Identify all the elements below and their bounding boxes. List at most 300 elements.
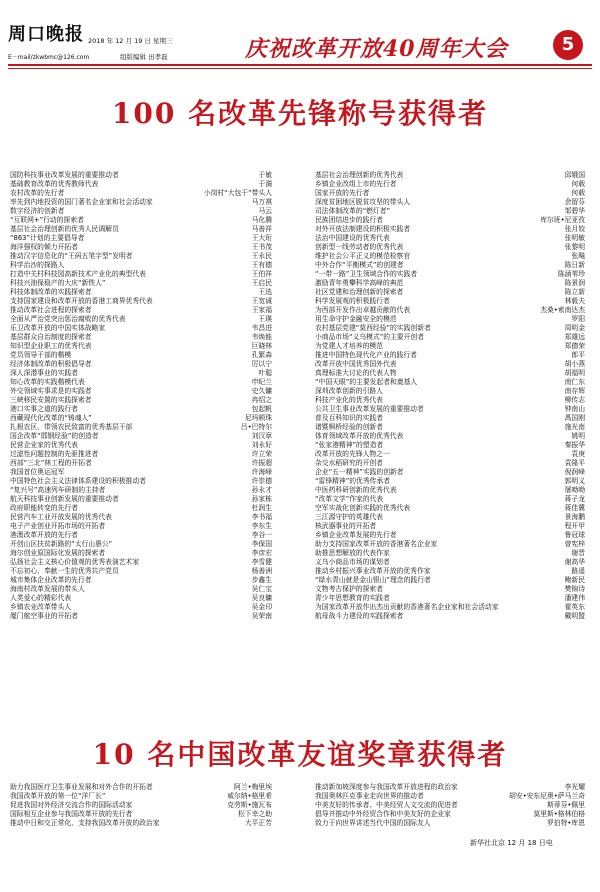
honoree-description: 公共卫生事业改革发展的重要推动者 bbox=[315, 405, 424, 413]
honoree-name: 张黎明 bbox=[564, 243, 585, 251]
honoree-description: 中美友好的传承者、中美经贸人文交流的促进者 bbox=[315, 801, 458, 809]
honoree-description: 农村基层党建“莫西经验”的实践创新者 bbox=[315, 324, 431, 332]
honoree-name: 姚明 bbox=[571, 432, 585, 440]
honoree-row bbox=[315, 549, 585, 558]
honoree-row bbox=[315, 351, 585, 360]
honoree-description: “绿水青山就是金山银山”理念的践行者 bbox=[315, 576, 431, 584]
honoree-row bbox=[10, 513, 272, 522]
honoree-description: 普及百科知识的实践者 bbox=[315, 414, 383, 422]
honoree-row bbox=[315, 432, 585, 441]
honoree-description: 深度贫困地区脱贫攻坚的带头人 bbox=[315, 198, 411, 206]
honoree-name: 谢晋 bbox=[571, 549, 585, 557]
honoree-row bbox=[315, 288, 585, 297]
honoree-row bbox=[10, 819, 272, 828]
honoree-description: 外交领域实事求是的实践者 bbox=[10, 387, 92, 395]
honoree-row bbox=[315, 522, 585, 531]
honoree-name: 王启民 bbox=[251, 279, 272, 287]
honoree-row bbox=[315, 324, 585, 333]
honoree-name: 李彦宏 bbox=[251, 549, 272, 557]
honoree-name: 马万祺 bbox=[251, 198, 272, 206]
honoree-row bbox=[315, 612, 585, 621]
honoree-row bbox=[315, 405, 585, 414]
honoree-description: 促进我国对外经济交流合作的国际活动家 bbox=[10, 801, 133, 809]
honoree-row bbox=[10, 459, 272, 468]
honoree-name: 韦昌进 bbox=[251, 324, 272, 332]
honoree-row bbox=[315, 531, 585, 540]
honoree-name: 孔繁森 bbox=[251, 351, 272, 359]
honoree-description: 致力于向世界讲述当代中国的国际友人 bbox=[315, 819, 431, 827]
honoree-row bbox=[315, 387, 585, 396]
honoree-name: 李书福 bbox=[251, 513, 272, 521]
honoree-description: 创新型一线劳动者的优秀代表 bbox=[315, 243, 404, 251]
honoree-name: 蒋子龙 bbox=[564, 495, 585, 503]
honoree-description: 知心改革的实践楷模代表 bbox=[10, 378, 85, 386]
honoree-description: 航天科技事业创新发展的重要推动者 bbox=[10, 495, 119, 503]
honoree-name: 马云 bbox=[258, 207, 272, 215]
honoree-row bbox=[10, 342, 272, 351]
honoree-description: 核武器事业的开拓者 bbox=[315, 522, 377, 530]
honoree-name: 鲍新民 bbox=[564, 576, 585, 584]
honoree-name: 周明金 bbox=[564, 324, 585, 332]
honoree-description: 杂交水稻研究的开创者 bbox=[315, 459, 383, 467]
honoree-row bbox=[10, 243, 272, 252]
honoree-name: 李谷一 bbox=[251, 531, 272, 539]
honoree-row bbox=[10, 252, 272, 261]
honoree-name: 小岗村“大包干”带头人 bbox=[203, 189, 272, 197]
honoree-name: 张飚 bbox=[571, 252, 585, 260]
honoree-description: 我国奥林匹克事业走向世界的推动者 bbox=[315, 792, 424, 800]
honoree-name: 李东生 bbox=[251, 522, 272, 530]
honoree-row bbox=[315, 171, 585, 180]
honoree-name: 杨善洲 bbox=[251, 567, 272, 575]
honoree-description: “863”计划的主要倡导者 bbox=[10, 234, 85, 242]
honoree-row bbox=[10, 423, 272, 432]
honoree-description: 小商品市场“义乌模式”的主要开创者 bbox=[315, 333, 424, 341]
honoree-description: 深人深潜事业的实践者 bbox=[10, 369, 78, 377]
honoree-row bbox=[10, 324, 272, 333]
honoree-name: 张明敏 bbox=[564, 234, 585, 242]
honoree-description: 城市集体企业改革的先行者 bbox=[10, 576, 92, 584]
honoree-description: 西藏现代化改革的“铸魂人” bbox=[10, 414, 92, 422]
honoree-name: 杰桑•索南达杰 bbox=[540, 306, 585, 314]
honoree-row bbox=[10, 531, 272, 540]
honoree-name: 陈日新 bbox=[564, 261, 585, 269]
honoree-name: 袁隆平 bbox=[564, 459, 585, 467]
honoree-description: 民营汽车工业开放发展的优秀代表 bbox=[10, 513, 112, 521]
honoree-name: 吴荣南 bbox=[251, 612, 272, 620]
honoree-description: 社区党建和治理创新的探索者 bbox=[315, 288, 404, 296]
header-divider bbox=[8, 64, 592, 66]
honoree-row bbox=[10, 558, 272, 567]
honoree-description: 政府职能转变的先行者 bbox=[10, 504, 78, 512]
honoree-row bbox=[10, 279, 272, 288]
honoree-row bbox=[10, 333, 272, 342]
honoree-row bbox=[10, 504, 272, 513]
honoree-row bbox=[315, 342, 585, 351]
honoree-description: 推进中国特色现代化产业的践行者 bbox=[315, 351, 417, 359]
honoree-description: 海洋强权的倾力开拓者 bbox=[10, 243, 78, 251]
honoree-row bbox=[315, 297, 585, 306]
honoree-description: 青少年思想教育的实践者 bbox=[315, 594, 390, 602]
honoree-row bbox=[315, 459, 585, 468]
honoree-name: 潘建伟 bbox=[564, 594, 585, 602]
honoree-name: 郭明义 bbox=[564, 477, 585, 485]
honoree-row bbox=[10, 468, 272, 477]
honoree-description: 乡镇企业改革发展的先行者 bbox=[315, 531, 397, 539]
honoree-name: 斯蒂芬•佩里 bbox=[547, 801, 585, 809]
honoree-description: “张家港精神”的塑造者 bbox=[315, 441, 384, 449]
honoree-description: 不忘初心、奉献一生的优秀共产党员 bbox=[10, 567, 119, 575]
honoree-name: 禹国刚 bbox=[564, 414, 585, 422]
honoree-description: 全面从严治党突出惩治腐败的优秀代表 bbox=[10, 315, 126, 323]
honoree-name: 王宽诚 bbox=[251, 297, 272, 305]
honoree-description: 我国改革开放的第一位“洋厂长” bbox=[10, 792, 106, 800]
honoree-description: “雷锋精神”的优秀传承者 bbox=[315, 477, 391, 485]
honoree-row bbox=[10, 567, 272, 576]
news-agency-credit: 新华社北京 12 月 18 日电 bbox=[470, 839, 553, 847]
honoree-description: 海南村改革发展的带头人 bbox=[10, 585, 85, 593]
honoree-row bbox=[10, 576, 272, 585]
honoree-row bbox=[315, 477, 585, 486]
honoree-row bbox=[315, 270, 585, 279]
honoree-row bbox=[315, 441, 585, 450]
honoree-row bbox=[315, 207, 585, 216]
honoree-name: 秦振华 bbox=[564, 441, 585, 449]
honoree-description: 义乌小商品市场的谋划者 bbox=[315, 558, 390, 566]
honoree-name: 王伯祥 bbox=[251, 270, 272, 278]
honoree-row bbox=[10, 783, 272, 792]
honoree-description: 三江源守护的英雄代表 bbox=[315, 513, 383, 521]
honoree-row bbox=[10, 792, 272, 801]
honoree-row bbox=[315, 594, 585, 603]
honoree-row bbox=[10, 207, 272, 216]
honoree-name: 鲁冠球 bbox=[564, 531, 585, 539]
honoree-name: 南仁东 bbox=[564, 378, 585, 386]
honoree-name: 罗伯特•库恩 bbox=[547, 819, 585, 827]
honoree-row bbox=[315, 333, 585, 342]
honoree-row bbox=[315, 189, 585, 198]
honoree-row bbox=[10, 594, 272, 603]
honoree-row bbox=[10, 315, 272, 324]
honoree-row bbox=[10, 414, 272, 423]
honoree-description: 数字经济的创新者 bbox=[10, 207, 65, 215]
honoree-description: 人类爱心的精彩代表 bbox=[10, 594, 72, 602]
honoree-description: 助推思想解放的代表作家 bbox=[315, 549, 390, 557]
honoree-row bbox=[10, 351, 272, 360]
honoree-row bbox=[315, 279, 585, 288]
honoree-row bbox=[10, 585, 272, 594]
honoree-description: 航母战斗力建设的实践探索者 bbox=[315, 612, 404, 620]
honoree-name: 余留芬 bbox=[564, 198, 585, 206]
honoree-row bbox=[315, 603, 585, 612]
honoree-description: 厦门航空事业的开拓者 bbox=[10, 612, 78, 620]
honoree-description: “复兴号”高速列车研制的主持者 bbox=[10, 486, 106, 494]
honoree-row bbox=[315, 585, 585, 594]
honoree-description: 空军实战化创新实践的优秀代表 bbox=[315, 504, 411, 512]
honoree-row bbox=[315, 198, 585, 207]
honoree-name: 何载 bbox=[571, 180, 585, 188]
honoree-name: 蒋佳冀 bbox=[564, 504, 585, 512]
honoree-description: 推动改革社会进程的探索者 bbox=[10, 306, 92, 314]
honoree-row bbox=[315, 216, 585, 225]
page-number-badge: 5 bbox=[553, 30, 583, 60]
honoree-description: 法治中国建设的优秀代表 bbox=[315, 234, 390, 242]
pioneers-list-right bbox=[315, 171, 585, 621]
section-title-pioneers: 100 名改革先锋称号获得者 bbox=[111, 97, 489, 130]
honoree-name: 威尔纳•格里希 bbox=[227, 792, 272, 800]
honoree-row bbox=[10, 171, 272, 180]
honoree-description: “一带一路”卫生领域合作的实践者 bbox=[315, 270, 418, 278]
honoree-description: 科技体制改革的实践探索者 bbox=[10, 288, 92, 296]
honoree-description: 乡镇企业改组上市的先行者 bbox=[315, 180, 397, 188]
honoree-description: 率先到内地投资的国门著名企业家和社会活动家 bbox=[10, 198, 153, 206]
honoree-row bbox=[315, 378, 585, 387]
honoree-description: 电子产业创业开拓市场的开拓者 bbox=[10, 522, 106, 530]
honoree-row bbox=[315, 576, 585, 585]
section-title-friendship: 10 名中国改革友谊奖章获得者 bbox=[92, 738, 508, 771]
honoree-name: 莫里斯•格林伯格 bbox=[533, 810, 585, 818]
honoree-row bbox=[10, 189, 272, 198]
honoree-description: 国防科技事业改革发展的重要推动者 bbox=[10, 171, 119, 179]
honoree-name: 孙永才 bbox=[251, 486, 272, 494]
honoree-row bbox=[10, 369, 272, 378]
honoree-description: 体育领域改革开放的优秀代表 bbox=[315, 432, 404, 440]
honoree-name: 谢高华 bbox=[564, 558, 585, 566]
issue-date: 2018 年 12 月 19 日 星期三 bbox=[88, 37, 173, 45]
honoree-description: 过滤性问题控制的先驱推进者 bbox=[10, 450, 99, 458]
honoree-description: 国企改革“邯钢经验”的创造者 bbox=[10, 432, 99, 440]
honoree-name: 戴明盟 bbox=[564, 612, 585, 620]
honoree-name: 胡福明 bbox=[564, 369, 585, 377]
honoree-description: 经济体制改革的积极倡导者 bbox=[10, 360, 92, 368]
honoree-name: 林毅夫 bbox=[564, 297, 585, 305]
honoree-row bbox=[10, 450, 272, 459]
honoree-description: 知识型企业职工的优秀代表 bbox=[10, 342, 92, 350]
honoree-row bbox=[315, 504, 585, 513]
honoree-row bbox=[315, 540, 585, 549]
honoree-description: 中外合作“平衡模式”的创建者 bbox=[315, 261, 404, 269]
honoree-row bbox=[315, 423, 585, 432]
honoree-name: 王大珩 bbox=[251, 234, 272, 242]
honoree-description: 科学发展观的积极践行者 bbox=[315, 297, 390, 305]
honoree-name: 钟南山 bbox=[564, 405, 585, 413]
honoree-description: 助力我国医疗卫生事业发展和对外合作的开拓者 bbox=[10, 783, 153, 791]
honoree-description: 推动乡村振兴事业改革开放的优秀作家 bbox=[315, 567, 431, 575]
honoree-name: 吴仁宝 bbox=[251, 585, 272, 593]
honoree-description: 港澳改革开放的先行者 bbox=[10, 531, 78, 539]
honoree-description: 企业“五一精神”实践的创新者 bbox=[315, 468, 404, 476]
honoree-description: 科学治沙的探路人 bbox=[10, 261, 65, 269]
honoree-name: 郑雄远 bbox=[564, 333, 585, 341]
honoree-name: 吴良镛 bbox=[251, 594, 272, 602]
honoree-description: 激励青年勇攀科学高峰的典范 bbox=[315, 279, 404, 287]
honoree-name: 吕•巴特尔 bbox=[240, 423, 272, 431]
honoree-row bbox=[10, 801, 272, 810]
honoree-description: 助力支持国家改革开放的香港著名企业家 bbox=[315, 540, 438, 548]
honoree-description: 我国首位奥运冠军 bbox=[10, 468, 65, 476]
honoree-name: 王家福 bbox=[251, 306, 272, 314]
honoree-description: 诸暨枫桥经验的创新者 bbox=[315, 423, 383, 431]
honoree-description: 乐卫改革开放的中国实体战略家 bbox=[10, 324, 106, 332]
honoree-description: 党员领导干部的楷模 bbox=[10, 351, 72, 359]
honoree-name: 许立荣 bbox=[251, 450, 272, 458]
honoree-description: 科技兴油保稳产的大庆“新铁人” bbox=[10, 279, 106, 287]
honoree-row bbox=[315, 468, 585, 477]
honoree-description: “中国天眼”的主要发起者和奠基人 bbox=[315, 378, 418, 386]
honoree-name: 王瑛 bbox=[258, 315, 272, 323]
honoree-name: 杜润生 bbox=[251, 504, 272, 512]
honoree-row bbox=[315, 810, 585, 819]
honoree-row bbox=[315, 801, 585, 810]
honoree-name: 库尔班•尼亚孜 bbox=[540, 216, 585, 224]
honoree-row bbox=[10, 180, 272, 189]
honoree-description: 开创山区扶贫新路的“太行山愚公” bbox=[10, 540, 113, 548]
honoree-row bbox=[10, 396, 272, 405]
honoree-description: 民族团结进步的践行者 bbox=[315, 216, 383, 224]
honoree-row bbox=[315, 243, 585, 252]
honoree-name: 李保国 bbox=[251, 540, 272, 548]
honoree-row bbox=[315, 783, 585, 792]
honoree-description: 基层群众自治制度的探索者 bbox=[10, 333, 92, 341]
honoree-name: 马善祥 bbox=[251, 225, 272, 233]
contact-email: E－mail/zkwbmc@126.com bbox=[8, 54, 90, 61]
honoree-row bbox=[10, 432, 272, 441]
honoree-row bbox=[10, 306, 272, 315]
honoree-description: 西部“三北”林工程的开拓者 bbox=[10, 459, 92, 467]
honoree-name: 韦焕能 bbox=[251, 333, 272, 341]
honoree-name: 刘汉章 bbox=[251, 432, 272, 440]
honoree-row bbox=[10, 603, 272, 612]
honoree-name: 吴金印 bbox=[251, 603, 272, 611]
honoree-name: 王永民 bbox=[251, 252, 272, 260]
honoree-name: 于漪 bbox=[258, 180, 272, 188]
honoree-name: 厉以宁 bbox=[251, 360, 272, 368]
honoree-description: 国际相互企业参与我国改革开放的先行者 bbox=[10, 810, 133, 818]
honoree-description: 基础教育改革的优秀教师代表 bbox=[10, 180, 99, 188]
honoree-name: 尼玛顿珠 bbox=[244, 414, 272, 422]
friendship-list-left bbox=[10, 783, 272, 828]
honoree-row bbox=[315, 567, 585, 576]
honoree-name: 倪润峰 bbox=[564, 468, 585, 476]
honoree-name: 王选 bbox=[258, 288, 272, 296]
honoree-description: 基层社会治理创新的优秀代表 bbox=[315, 171, 404, 179]
honoree-name: 步鑫生 bbox=[251, 576, 272, 584]
honoree-row bbox=[315, 558, 585, 567]
honoree-name: 邹碧华 bbox=[564, 207, 585, 215]
honoree-row bbox=[315, 495, 585, 504]
honoree-name: 路遥 bbox=[571, 567, 585, 575]
honoree-name: 郎平 bbox=[571, 351, 585, 359]
honoree-name: 陈景润 bbox=[564, 279, 585, 287]
honoree-row bbox=[10, 540, 272, 549]
honoree-name: 陈涵苇珍 bbox=[557, 270, 585, 278]
honoree-description: 打造中关村科技园高新技术产业化的典型代表 bbox=[10, 270, 146, 278]
honoree-description: 科技产业化的优秀代表 bbox=[315, 396, 383, 404]
honoree-name: 霍英东 bbox=[564, 603, 585, 611]
honoree-name: 阿兰•梅里埃 bbox=[234, 783, 272, 791]
honoree-row bbox=[10, 225, 272, 234]
honoree-description: 三峡移民安置的实践探索者 bbox=[10, 396, 92, 404]
honoree-name: 曾宪梓 bbox=[564, 540, 585, 548]
honoree-row bbox=[10, 198, 272, 207]
honoree-row bbox=[10, 549, 272, 558]
honoree-name: 巨晓林 bbox=[251, 342, 272, 350]
honoree-description: 对外开放法制建设的积极实践者 bbox=[315, 225, 411, 233]
honoree-description: 推动汉字信息化的“王码五笔字型”发明者 bbox=[10, 252, 133, 260]
honoree-description: “改革文学”作家的代表 bbox=[315, 495, 384, 503]
honoree-row bbox=[315, 792, 585, 801]
page-header bbox=[0, 0, 600, 78]
honoree-name: 许崇德 bbox=[251, 477, 272, 485]
honoree-row bbox=[10, 297, 272, 306]
honoree-name: 樊锦诗 bbox=[564, 585, 585, 593]
honoree-name: 刘永好 bbox=[251, 441, 272, 449]
honoree-name: 郑德荣 bbox=[564, 342, 585, 350]
honoree-row bbox=[315, 252, 585, 261]
honoree-row bbox=[10, 387, 272, 396]
honoree-row bbox=[10, 612, 272, 621]
honoree-name: 何载 bbox=[571, 189, 585, 197]
honoree-description: 基层社会治理创新的优秀人民调解员 bbox=[10, 225, 119, 233]
honoree-row bbox=[10, 234, 272, 243]
honoree-name: 松下幸之助 bbox=[238, 810, 272, 818]
honoree-description: 为西部开发作出卓越贡献的代表 bbox=[315, 306, 411, 314]
honoree-name: 申纪兰 bbox=[251, 378, 272, 386]
honoree-row bbox=[315, 513, 585, 522]
pioneers-list-left bbox=[10, 171, 272, 621]
honoree-row bbox=[10, 216, 272, 225]
honoree-row bbox=[10, 495, 272, 504]
honoree-name: 屠呦呦 bbox=[564, 486, 585, 494]
honoree-description: 港口实事之道的践行者 bbox=[10, 405, 78, 413]
friendship-list-right bbox=[315, 783, 585, 828]
honoree-row bbox=[315, 180, 585, 189]
honoree-row bbox=[10, 378, 272, 387]
honoree-description: 倡导并推动中外经贸合作和中美友好的企业家 bbox=[315, 810, 451, 818]
honoree-name: 袁庚 bbox=[571, 450, 585, 458]
honoree-row bbox=[10, 810, 272, 819]
honoree-description: 用生命守护金融安全的模范 bbox=[315, 315, 397, 323]
honoree-description: 文物考古保护的探索者 bbox=[315, 585, 383, 593]
honoree-row bbox=[315, 369, 585, 378]
honoree-name: 孙家栋 bbox=[251, 495, 272, 503]
honoree-row bbox=[10, 477, 272, 486]
honoree-description: 支持国家建设和改革开放的香港工商界优秀代表 bbox=[10, 297, 153, 305]
header-divider-thin bbox=[8, 68, 592, 69]
honoree-name: 张月姣 bbox=[564, 225, 585, 233]
honoree-name: 罗阳 bbox=[571, 315, 585, 323]
honoree-description: 为国家改革开放作出杰出贡献的香港著名企业家和社会活动家 bbox=[315, 603, 499, 611]
honoree-name: 史久镛 bbox=[251, 387, 272, 395]
honoree-name: 陈立新 bbox=[564, 288, 585, 296]
honoree-name: 包起帆 bbox=[251, 405, 272, 413]
honoree-description: 改革开放中国优秀国外代表 bbox=[315, 360, 397, 368]
honoree-row bbox=[315, 486, 585, 495]
honoree-name: 叶聪 bbox=[258, 369, 272, 377]
honoree-name: 克劳斯•施瓦布 bbox=[227, 801, 272, 809]
honoree-row bbox=[315, 315, 585, 324]
honoree-description: 深圳改革创新的引路人 bbox=[315, 387, 383, 395]
honoree-description: 民营企业家的优秀代表 bbox=[10, 441, 78, 449]
honoree-row bbox=[10, 360, 272, 369]
honoree-name: 邱娥国 bbox=[564, 171, 585, 179]
honoree-row bbox=[10, 522, 272, 531]
honoree-description: 国家开放的先行者 bbox=[315, 189, 370, 197]
honoree-row bbox=[10, 441, 272, 450]
honoree-row bbox=[315, 225, 585, 234]
newspaper-logo: 周口晚报 bbox=[8, 24, 84, 45]
honoree-row bbox=[10, 261, 272, 270]
